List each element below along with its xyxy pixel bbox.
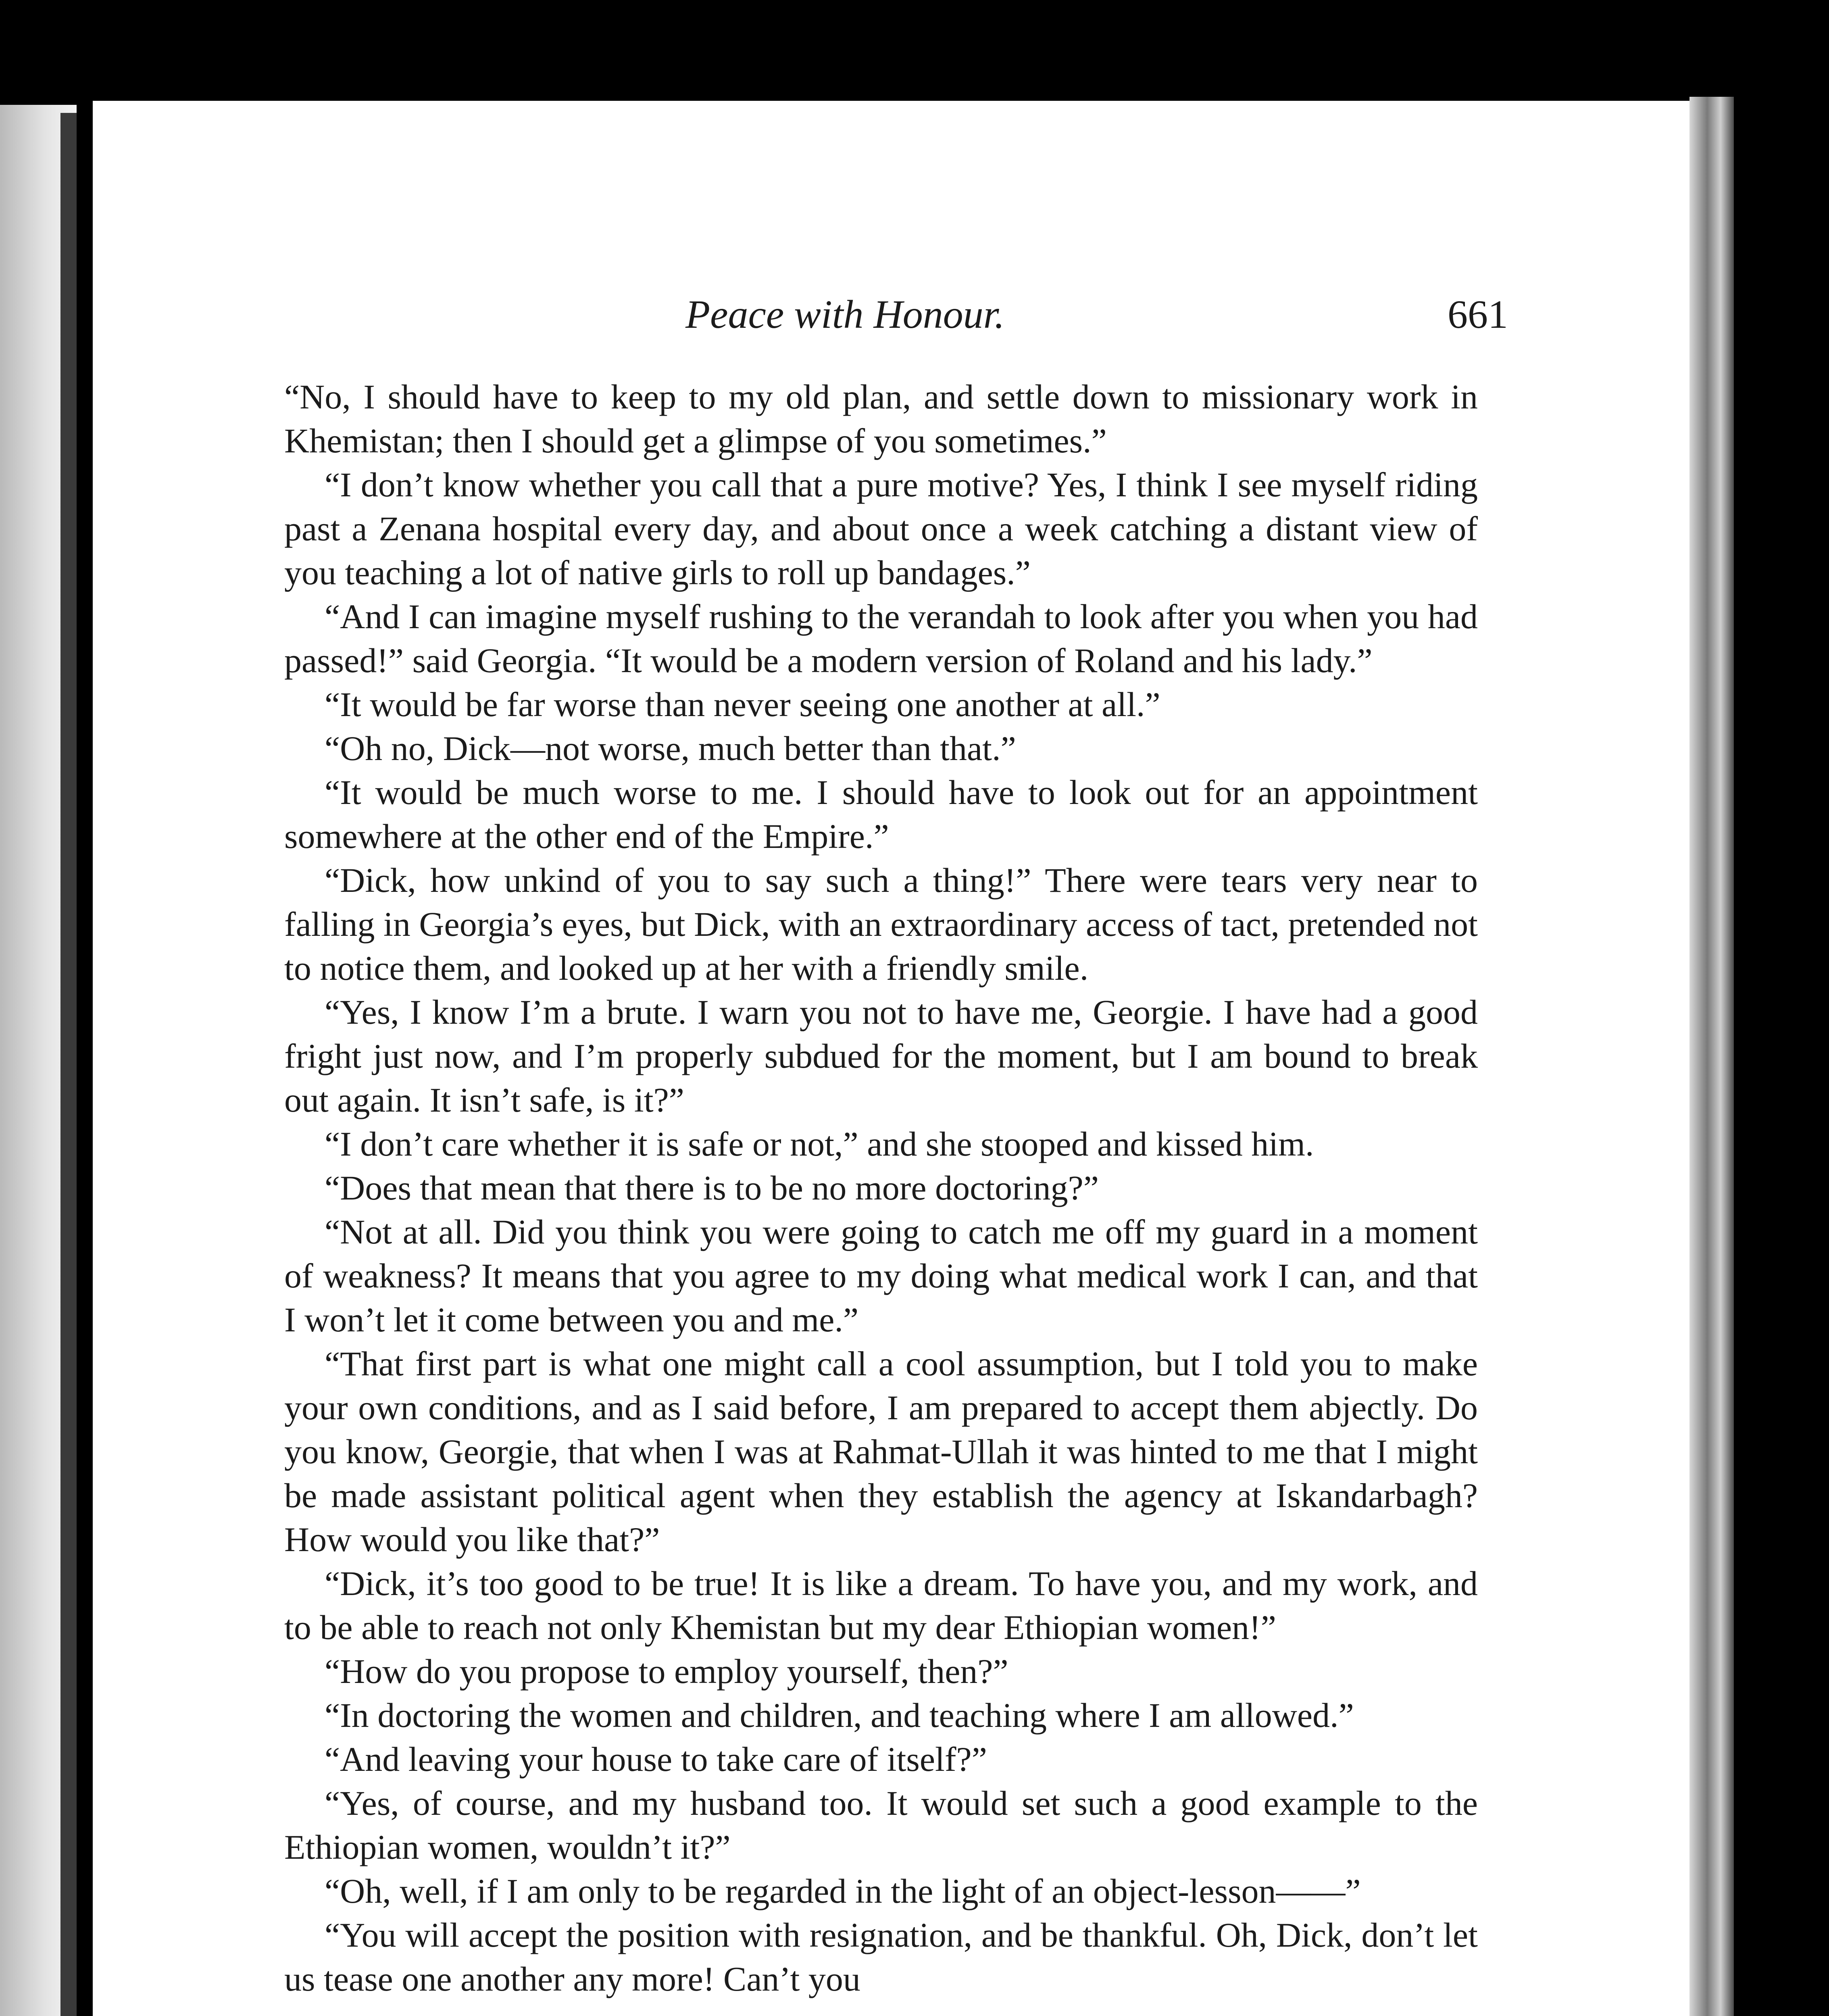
paragraph: “And I can imagine myself rushing to the verandah to look after you when you had passed!” said Georgia. “It would be a modern version of Roland and his lady.” — [284, 597, 1478, 680]
paragraph: “Dick, how unkind of you to say such a thing!” There were tears very near to falling in Georgia’s eyes, but Dick, with an extraordinary access of tact, pretended not to notice them, and looked up at her with a friendly smile. — [284, 861, 1478, 987]
paragraph: “How do you propose to employ yourself, then?” — [325, 1652, 1008, 1691]
paragraph: “And leaving your house to take care of itself?” — [325, 1740, 987, 1779]
paragraph: “Dick, it’s too good to be true! It is like a dream. To have you, and my work, and to be able to reach not only Khemistan but my dear Ethiopian women!” — [284, 1564, 1478, 1647]
paragraph: “That first part is what one might call a cool assumption, but I told you to make your own conditions, and as I said before, I am prepared to accept them abjectly. Do you know, Georgie, that when I was at Rahmat-Ullah it was hinted to me that I might be made assistant political agent when they establish the agency at Iskandarbagh? How would you like that?” — [284, 1344, 1478, 1559]
paragraph: “Does that mean that there is to be no more doctoring?” — [325, 1168, 1099, 1207]
paragraph: “It would be much worse to me. I should have to look out for an appointment somewhere at the other end of the Empire.” — [284, 773, 1478, 856]
paragraph: “It would be far worse than never seeing one another at all.” — [325, 685, 1160, 724]
paragraph: “In doctoring the women and children, and teaching where I am allowed.” — [325, 1696, 1354, 1735]
page-text — [284, 375, 1478, 2001]
paragraph: “No, I should have to keep to my old plan, and settle down to missionary work in Khemistan; then I should get a glimpse of you sometimes.” — [284, 377, 1478, 460]
paragraph: “I don’t know whether you call that a pure motive? Yes, I think I see myself riding past a Zenana hospital every day, and about once a week catching a distant view of you teaching a lot of native girls to roll up bandages.” — [284, 465, 1478, 592]
page-number: 661 — [1448, 292, 1508, 337]
paragraph: “Yes, of course, and my husband too. It would set such a good example to the Ethiopian women, wouldn’t it?” — [284, 1784, 1478, 1866]
running-header — [661, 290, 1508, 339]
running-title: Peace with Honour. — [685, 292, 1005, 337]
page-stack-edge — [1689, 97, 1734, 2016]
paragraph: “Not at all. Did you think you were going to catch me off my guard in a moment of weakness? It means that you agree to my doing what medical work I can, and that I won’t let it come between you and me.” — [284, 1212, 1478, 1339]
paragraph: “Yes, I know I’m a brute. I warn you not to have me, Georgie. I have had a good fright just now, and I’m properly subdued for the moment, but I am bound to break out again. It isn’t safe, is it?” — [284, 993, 1478, 1119]
paragraph: “You will accept the position with resignation, and be thankful. Oh, Dick, don’t let us tease one another any more! Can’t you — [284, 1916, 1478, 1998]
paragraph: “Oh no, Dick—not worse, much better than that.” — [325, 729, 1016, 768]
paragraph: “I don’t care whether it is safe or not,” and she stooped and kissed him. — [325, 1125, 1314, 1163]
paragraph: “Oh, well, if I am only to be regarded in the light of an object-lesson——” — [325, 1872, 1361, 1910]
book-spine-shadow — [60, 113, 77, 2016]
